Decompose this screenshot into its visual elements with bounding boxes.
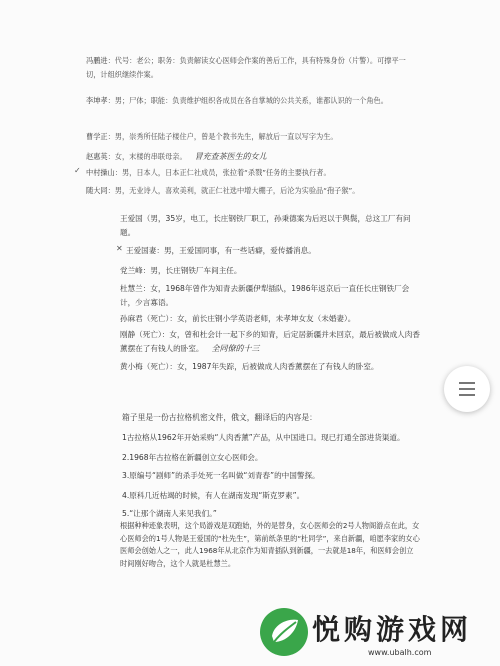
logo-text: 悦购游戏网 (312, 613, 473, 646)
clue-item: 1古拉格从1962年开始采购“人肉香薰”产品，从中国进口。现已打通全部进货渠道。 (122, 433, 405, 442)
clue-item: 5.“让那个湖南人来见我们。” (122, 509, 217, 518)
character-name: 冯鹏进 (86, 56, 108, 65)
character-desc: 男；尸体；职能：负责维护组织各成员在各自掌城的公共关系，谁都认识的一个角色。 (114, 96, 388, 105)
character-name: 中村操山 (86, 168, 115, 177)
character-desc: 男，日本人，日本正仁社成员，张拉着“杀戮”任务的主要执行者。 (121, 168, 331, 177)
clue-item: 2.1968年古拉格在新疆创立女心医师会。 (122, 453, 263, 462)
suspect-entry: 党兰峰：男，长庄钢铁厂车间主任。 (120, 266, 242, 275)
character-desc: 男，无业诗人，喜欢美利，就正仁社选中增大棚子，后沦为实验品“孢子猴”。 (114, 186, 360, 195)
logo-url: www.ubalh.com (368, 648, 432, 657)
suspect-entry: 黄小梅（死亡）：女，1987年失踪，后被做成人肉香薰摆在了有钱人的卧室。 (120, 362, 379, 371)
summary-paragraph: 根据种种迹象表明，这个局游戏是双跑始，外的是替身，女心医师会的2号人物阁游点在此，女心医师会的1号人物是王爱国的“杜先生”，第前纸条里的“杜同学”，来自新疆，咱愿李家的女心医师会创始人之一，此人1968年从北京作为知青插队到新疆，一去就是18年，和医师会创立时间刚好吻合，这个人就是杜慧兰。 (120, 521, 420, 568)
character-desc: 男，崇秀所任陆子楼住户，曾是个教书先生，解放后一直以写字为生。 (114, 132, 338, 141)
handwritten-note: 冒充查茶医生的女儿 (194, 152, 267, 161)
character-entry: 中村操山：男，日本人，日本正仁社成员，张拉着“杀戮”任务的主要执行者。 (86, 168, 331, 177)
handwritten-note: 全同僚的十三 (211, 343, 260, 353)
clue-title: 箱子里是一份古拉格机密文件，俄文，翻译后的内容是： (122, 413, 317, 422)
character-entry: 随大同：男，无业诗人，喜欢美利，就正仁社选中增大棚子，后沦为实验品“孢子猴”。 (86, 186, 360, 195)
character-name: 曹学正 (86, 132, 108, 141)
clue-item: 3.原编号“剧师”的杀手处死一名叫做“刘青春”的中国警探。 (122, 471, 320, 480)
character-entry: 冯鹏进：代号：老公；职务：负责解读女心医师会作案的善后工作，具有特殊身份（片警）。可撑平一切，计组织继续作案。 (86, 56, 406, 79)
character-name: 赵惠英 (86, 152, 108, 161)
character-entry: 赵惠英：女，末楼的串联母亲。 冒充查茶医生的女儿 (86, 152, 267, 161)
suspect-text: 刚静（死亡）：女，曾和杜会计一起下乡的知青，后定居新疆并未回京，最后被做成人肉香薰摆在了有钱人的卧室。 (120, 330, 420, 353)
suspect-entry: 杜慧兰：女，1968年曾作为知青去新疆伊犁插队，1986年返京后一直任长庄钢铁厂会计，少言寡语。 (120, 284, 410, 307)
hamburger-menu-icon[interactable] (444, 366, 490, 412)
logo-leaf-icon (258, 606, 310, 658)
character-entry: 李坤孝：男；尸体；职能：负责维护组织各成员在各自掌城的公共关系，谁都认识的一个角色。 (86, 96, 388, 105)
character-desc: 代号：老公；职务：负责解读女心医师会作案的善后工作，具有特殊身份（片警）。可撑平一切，计组织继续作案。 (86, 56, 406, 79)
site-logo (258, 606, 496, 664)
suspect-entry: 孙麻君（死亡）：女，前长庄钢小学英语老师，未孝坤女友（未婚妻）。 (120, 314, 356, 323)
suspect-entry: 王爱国妻：男，王爱国同事，有一些话癖，爱传播消息。 (126, 246, 316, 255)
character-desc: 女，末楼的串联母亲。 (114, 152, 187, 161)
suspect-entry: 王爱国（男，35岁，电工，长庄钢铁厂职工，孙秉德案为后迟以于舆鬓，总这工厂有问题。 (120, 214, 411, 237)
character-entry: 曹学正：男，崇秀所任陆子楼住户，曾是个教书先生，解放后一直以写字为生。 (86, 132, 338, 141)
character-name: 随大同 (86, 186, 108, 195)
check-mark-icon: ✓ (74, 166, 81, 175)
cross-mark-icon: ✕ (116, 244, 123, 253)
character-name: 李坤孝 (86, 96, 108, 105)
suspect-entry (120, 328, 420, 355)
clue-item: 4.原科几近枯竭的时候，有人在湖南发现“斯克罗素”。 (122, 491, 305, 500)
